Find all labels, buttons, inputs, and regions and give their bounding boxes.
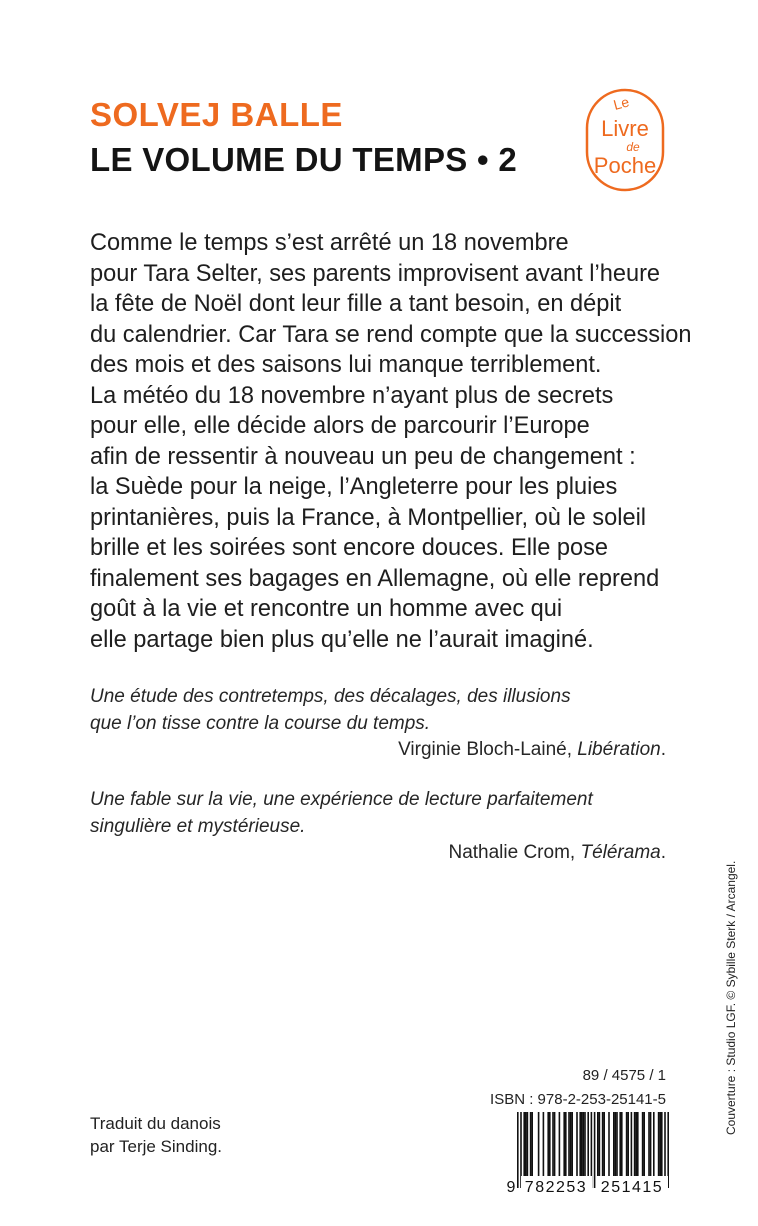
summary-line: du calendrier. Car Tara se rend compte que la succession [90,321,692,348]
summary-line: brille et les soirées sont encore douces. Elle pose [90,535,609,561]
logo-poche: Poche [593,153,657,178]
summary-line: la Suède pour la neige, l’Angleterre pour les pluies [90,474,618,500]
summary-line: goût à la vie et rencontre un homme avec qui [90,596,563,622]
critic-name: Virginie Bloch-Lainé, [398,739,578,760]
summary-line: des mois et des saisons lui manque terriblement. [90,352,602,378]
review-source: Libération [577,739,661,760]
summary-line: pour elle, elle décide alors de parcourir l’Europe [90,413,590,439]
summary-line: printanières, puis la France, à Montpellier, où le soleil [90,504,647,531]
logo-de: de [626,140,640,154]
summary-line: la fête de Noël dont leur fille a tant besoin, en dépit [90,291,622,317]
reference-number: 89 / 4575 / 1 [582,1067,666,1084]
author-name: SOLVEJ BALLE [90,96,343,133]
barcode-bar [517,1112,519,1188]
barcode-bar [594,1112,596,1188]
translator-line: Traduit du danois [90,1114,221,1133]
review-quote [90,786,593,840]
barcode [505,1112,671,1194]
barcode-left-digits: 782253 [524,1179,588,1194]
translator-line: par Terje Sinding. [90,1137,222,1156]
summary-line: Comme le temps s’est arrêté un 18 novembre [90,230,569,256]
isbn-number: ISBN : 978-2-253-25141-5 [490,1091,666,1108]
attribution-period: . [660,842,666,863]
review-quote-line: Une fable sur la vie, une expérience de lecture parfaitement [90,789,593,810]
review-attribution [448,842,666,864]
review-source: Télérama [580,842,661,863]
review-quote-line: Une étude des contretemps, des décalages, des illusions [90,686,571,707]
review-quote-line: singulière et mystérieuse. [90,816,306,837]
summary-line: afin de ressentir à nouveau un peu de changement : [90,443,636,470]
summary-line: finalement ses bagages en Allemagne, où elle reprend [90,565,660,592]
cover-credit: Couverture : Studio LGF. © Sybille Sterk / Arcangel. [724,860,738,1135]
book-title: LE VOLUME DU TEMPS • 2 [90,141,518,178]
barcode-right-digits: 251415 [600,1179,664,1194]
attribution-period: . [660,739,666,760]
summary-paragraph [90,228,690,655]
summary-line: La météo du 18 novembre n’ayant plus de secrets [90,382,614,409]
summary-line: elle partage bien plus qu’elle ne l’aurait imaginé. [90,626,594,653]
review-quote-line: que l’on tisse contre la course du temps. [90,713,431,734]
critic-name: Nathalie Crom, [448,842,581,863]
logo-le: Le [611,93,631,113]
translator-credit [90,1112,222,1158]
barcode-first-digit: 9 [506,1179,516,1194]
review-quote [90,683,571,737]
publisher-logo [585,88,665,192]
review-attribution [398,739,666,761]
logo-livre: Livre [601,116,649,141]
summary-line: pour Tara Selter, ses parents improvisent avant l’heure [90,260,661,287]
